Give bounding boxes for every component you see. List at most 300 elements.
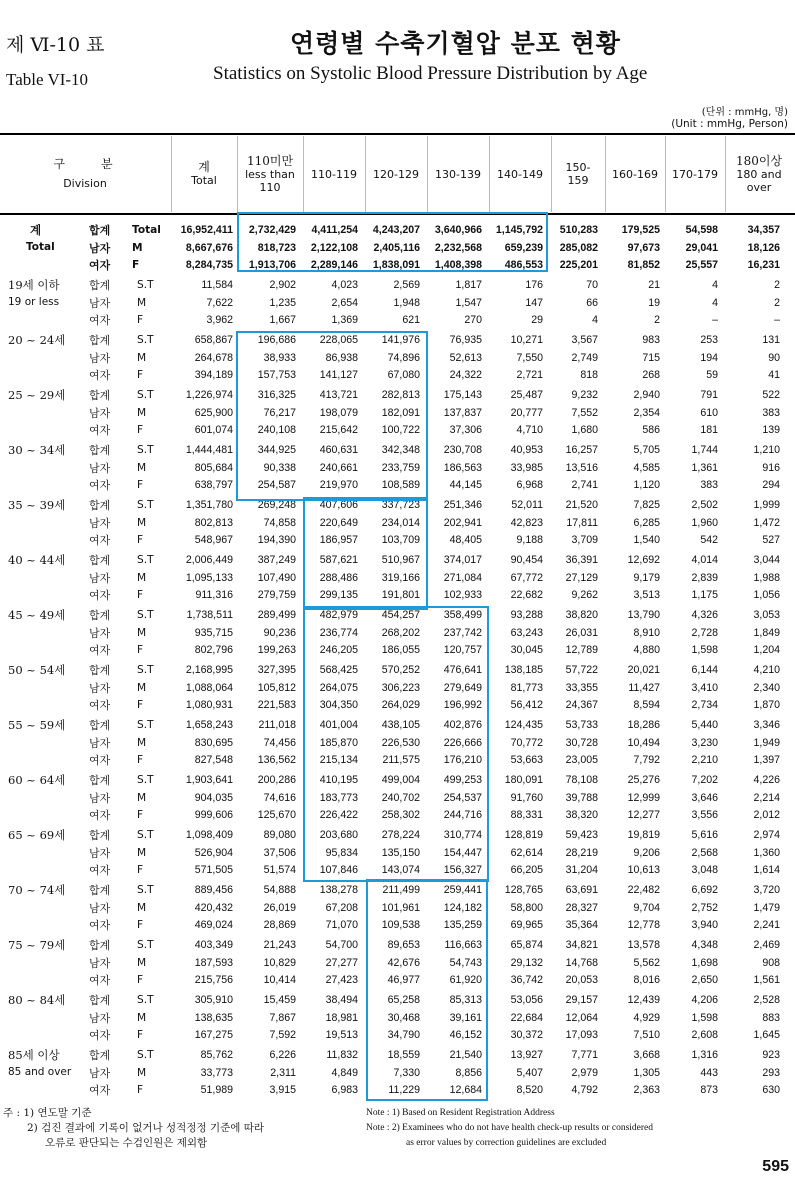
note-ko-2: 2) 검진 결과에 기록이 없거나 성적정정 기준에 따라 [27, 1122, 264, 1134]
sex-label: 여자 [89, 644, 111, 657]
cell-value: 34,357 [747, 224, 780, 236]
sex-label: 여자 [89, 589, 111, 602]
cell-value: 54,743 [449, 956, 482, 969]
cell-value: 3,230 [691, 736, 718, 749]
cell-value: 21 [648, 279, 660, 291]
sex-code: M [137, 516, 147, 529]
age-label-en: 85 and over [8, 1066, 72, 1078]
age-label-ko: 55 ~ 59세 [8, 718, 66, 732]
col-180-over [726, 133, 792, 215]
cell-value: 271,084 [443, 571, 482, 584]
sex-code: S.T [137, 499, 154, 511]
cell-value: 358,499 [443, 609, 482, 621]
sex-label: 남자 [89, 571, 111, 585]
sex-code: M [137, 406, 147, 419]
cell-value: 135,150 [381, 846, 420, 859]
age-label-ko: 85세 이상 [8, 1048, 60, 1062]
cell-value: 27,277 [325, 956, 358, 969]
cell-value: 304,350 [319, 699, 358, 711]
cell-value: 1,210 [753, 444, 780, 456]
cell-value: 1,056 [753, 589, 780, 601]
sex-code: F [132, 259, 140, 271]
cell-value: 327,395 [257, 664, 296, 676]
cell-value: 2 [654, 314, 660, 326]
cell-value: 74,896 [387, 351, 420, 364]
cell-value: 410,195 [319, 774, 358, 786]
sex-code: M [137, 571, 147, 584]
cell-value: 136,562 [257, 754, 296, 766]
cell-value: 630 [762, 1084, 780, 1096]
sex-label: 남자 [89, 296, 111, 310]
cell-total: 264,678 [194, 351, 233, 364]
age-label-ko: 30 ~ 34세 [8, 443, 66, 457]
cell-value: 1,316 [691, 1049, 718, 1061]
cell-value: 1,838,091 [372, 259, 420, 271]
cell-value: 53,733 [565, 719, 598, 731]
col-140-149 [490, 133, 550, 215]
cell-value: 175,143 [443, 389, 482, 401]
cell-value: 70 [586, 279, 598, 291]
age-label-ko: 계 [30, 223, 42, 237]
cell-value: 1,235 [269, 296, 296, 309]
cell-value: – [774, 314, 780, 326]
cell-value: 482,979 [319, 609, 358, 621]
cell-value: 1,479 [753, 901, 780, 914]
cell-value: 510,283 [559, 224, 598, 236]
cell-value: 78,108 [565, 774, 598, 786]
cell-value: 7,771 [571, 1049, 598, 1061]
cell-value: 20,777 [510, 406, 543, 419]
cell-value: 141,976 [381, 334, 420, 346]
cell-total: 1,226,974 [185, 389, 233, 401]
cell-value: 6,968 [516, 479, 543, 491]
cell-value: 279,759 [257, 589, 296, 601]
cell-value: 234,014 [381, 516, 420, 529]
cell-value: 7,825 [633, 499, 660, 511]
cell-value: 3,048 [691, 864, 718, 876]
cell-value: 254,587 [257, 479, 296, 491]
cell-value: 185,870 [319, 736, 358, 749]
cell-value: 53,663 [510, 754, 543, 766]
note-ko-1: 주 : 1) 연도말 기준 [3, 1107, 92, 1119]
cell-value: 6,226 [269, 1049, 296, 1061]
cell-value: 135,259 [443, 919, 482, 931]
cell-total: 2,006,449 [185, 554, 233, 566]
cell-value: 5,407 [516, 1066, 543, 1079]
cell-value: 6,983 [331, 1084, 358, 1096]
cell-value: 344,925 [257, 444, 296, 456]
cell-value: 125,670 [257, 809, 296, 821]
cell-value: 19 [648, 296, 660, 309]
cell-value: 1,645 [753, 1029, 780, 1041]
cell-total: 2,168,995 [185, 664, 233, 676]
cell-total: 638,797 [194, 479, 233, 491]
cell-value: 128,765 [504, 884, 543, 896]
sex-label: 여자 [89, 369, 111, 382]
sex-label: 남자 [89, 736, 111, 750]
cell-total: 548,967 [194, 534, 233, 546]
sex-code: F [137, 699, 144, 711]
cell-value: 102,933 [443, 589, 482, 601]
cell-value: 81,773 [510, 681, 543, 694]
col-120-129-label: 120-129 [373, 167, 419, 181]
cell-value: 268 [642, 369, 660, 381]
cell-value: 2,728 [691, 626, 718, 639]
col-170-179-label: 170-179 [672, 167, 718, 181]
cell-value: 7,330 [393, 1066, 420, 1079]
cell-value: 13,578 [627, 939, 660, 951]
cell-value: 285,082 [559, 241, 598, 254]
cell-total: 394,189 [194, 369, 233, 381]
cell-value: 191,801 [381, 589, 420, 601]
sex-label: 남자 [89, 241, 111, 255]
cell-value: 30,728 [565, 736, 598, 749]
cell-value: 211,575 [382, 754, 420, 766]
cell-value: 63,691 [565, 884, 598, 896]
sex-label: 여자 [89, 479, 111, 492]
cell-value: 1,369 [331, 314, 358, 326]
sex-label: 여자 [89, 864, 111, 877]
cell-value: 215,134 [319, 754, 358, 766]
cell-value: 13,516 [565, 461, 598, 474]
sex-code: F [137, 369, 144, 381]
cell-value: 2,608 [691, 1029, 718, 1041]
cell-value: 1,948 [393, 296, 420, 309]
cell-value: 7,867 [269, 1011, 296, 1024]
cell-value: 4,849 [331, 1066, 358, 1079]
cell-value: 52,011 [511, 499, 543, 511]
cell-value: 586 [642, 424, 660, 436]
cell-value: 2,469 [753, 939, 780, 951]
cell-value: 120,757 [443, 644, 482, 656]
cell-total: 1,088,064 [185, 681, 233, 694]
cell-total: 8,284,735 [185, 259, 233, 271]
col-160-169-label: 160-169 [612, 167, 658, 181]
col-110-119-label: 110-119 [311, 167, 357, 181]
cell-value: 17,811 [566, 516, 598, 529]
cell-value: 137,837 [443, 406, 482, 419]
cell-value: 5,616 [691, 829, 718, 841]
cell-value: 124,435 [504, 719, 543, 731]
table-number-ko: 제 Ⅵ-10 표 [6, 34, 105, 56]
cell-total: 8,667,676 [185, 241, 233, 254]
cell-value: 25,557 [685, 259, 718, 271]
col-division-en: Division [63, 177, 107, 190]
cell-value: 33,985 [510, 461, 543, 474]
cell-value: 3,513 [633, 589, 660, 601]
cell-value: 2,974 [753, 829, 780, 841]
cell-value: 3,915 [269, 1084, 296, 1096]
sex-code: F [137, 589, 144, 601]
cell-value: 6,692 [691, 884, 718, 896]
table-number-en: Table VI-10 [6, 70, 89, 89]
cell-value: 108,589 [381, 479, 420, 491]
cell-value: 228,065 [319, 334, 358, 346]
unit-label-ko: (단위 : mmHg, 명) [701, 107, 788, 118]
cell-value: 34,790 [387, 1029, 420, 1041]
cell-value: 42,823 [510, 516, 543, 529]
col-total-ko: 계 [198, 160, 210, 174]
cell-value: 1,870 [753, 699, 780, 711]
cell-value: 18,981 [325, 1011, 358, 1024]
cell-value: 67,080 [387, 369, 420, 381]
cell-value: 264,075 [319, 681, 358, 694]
cell-value: 3,720 [753, 884, 780, 896]
cell-value: 19,819 [627, 829, 660, 841]
cell-value: 1,614 [753, 864, 780, 876]
cell-value: 278,224 [381, 829, 420, 841]
cell-value: 18,126 [747, 241, 780, 254]
cell-value: 294 [762, 479, 780, 491]
cell-value: 2,732,429 [248, 224, 296, 236]
sex-code: S.T [137, 1049, 154, 1061]
sex-label: 합계 [89, 389, 111, 402]
cell-value: 2,940 [633, 389, 660, 401]
cell-value: 2,650 [691, 974, 718, 986]
cell-value: 476,641 [443, 664, 482, 676]
sex-code: F [137, 424, 144, 436]
cell-value: 38,320 [565, 809, 598, 821]
cell-total: 469,024 [194, 919, 233, 931]
cell-value: 30,468 [387, 1011, 420, 1024]
cell-value: 342,348 [381, 444, 420, 456]
cell-value: 215,642 [319, 424, 358, 436]
cell-value: 2,232,568 [434, 241, 482, 254]
cell-value: 199,263 [257, 644, 296, 656]
cell-value: 7,510 [633, 1029, 660, 1041]
cell-value: 176,210 [443, 754, 482, 766]
cell-value: 66,205 [510, 864, 543, 876]
cell-value: 621 [402, 314, 420, 326]
sex-label: 합계 [89, 719, 111, 732]
cell-value: 36,742 [510, 974, 543, 986]
cell-value: 69,965 [510, 919, 543, 931]
cell-value: 22,682 [510, 589, 543, 601]
sex-label: 합계 [89, 444, 111, 457]
cell-total: 1,098,409 [185, 829, 233, 841]
age-label-en: 19 or less [8, 296, 60, 308]
sex-label: 합계 [89, 279, 111, 292]
cell-value: 2,569 [393, 279, 420, 291]
age-label-ko: 40 ~ 44세 [8, 553, 66, 567]
sex-label: 여자 [89, 424, 111, 437]
cell-value: 35,364 [565, 919, 598, 931]
sex-label: 합계 [89, 884, 111, 897]
cell-total: 85,762 [200, 1049, 233, 1061]
cell-value: 282,813 [381, 389, 420, 401]
cell-value: 983 [642, 334, 660, 346]
col-lt110-ko: 110미만 [246, 153, 294, 168]
cell-value: 24,322 [449, 369, 482, 381]
cell-value: 7,552 [571, 406, 598, 419]
cell-value: 24,367 [565, 699, 598, 711]
cell-value: 253 [700, 334, 718, 346]
cell-value: 124,182 [443, 901, 482, 914]
sex-code: M [137, 461, 147, 474]
cell-value: 194,390 [257, 534, 296, 546]
sex-code: F [137, 479, 144, 491]
cell-value: 818 [580, 369, 598, 381]
cell-value: 1,598 [691, 1011, 718, 1024]
cell-value: 62,614 [510, 846, 543, 859]
cell-value: 2 [774, 279, 780, 291]
age-label-ko: 60 ~ 64세 [8, 773, 66, 787]
cell-value: 28,327 [565, 901, 598, 914]
cell-value: 2,012 [753, 809, 780, 821]
cell-total: 830,695 [194, 736, 233, 749]
cell-value: 186,055 [381, 644, 420, 656]
cell-total: 3,962 [206, 314, 233, 326]
cell-value: 226,422 [319, 809, 358, 821]
cell-value: 12,277 [627, 809, 660, 821]
cell-value: 4,411,254 [311, 224, 358, 236]
cell-value: 587,621 [319, 554, 358, 566]
cell-value: 103,709 [381, 534, 420, 546]
cell-value: 90 [768, 351, 780, 364]
cell-value: 53,056 [510, 994, 543, 1006]
cell-value: 3,410 [691, 681, 718, 694]
cell-value: 13,927 [510, 1049, 543, 1061]
col-120-129 [366, 133, 426, 215]
note-en-2: Note : 2) Examinees who do not have health check-up results or considered [366, 1123, 654, 1133]
cell-value: 2,721 [516, 369, 543, 381]
cell-total: 33,773 [200, 1066, 233, 1079]
cell-value: 2,902 [269, 279, 296, 291]
cell-value: 76,217 [263, 406, 296, 419]
cell-value: 2,311 [270, 1066, 296, 1079]
cell-value: 67,772 [510, 571, 543, 584]
cell-value: 1,540 [633, 534, 660, 546]
cell-value: 3,709 [571, 534, 598, 546]
cell-value: 40,953 [510, 444, 543, 456]
sex-label: 남자 [89, 1066, 111, 1080]
age-label-en: Total [26, 241, 55, 253]
sex-label: 여자 [89, 1029, 111, 1042]
sex-label: 여자 [89, 314, 111, 327]
cell-value: 61,920 [449, 974, 482, 986]
cell-total: 935,715 [194, 626, 233, 639]
cell-value: 8,910 [633, 626, 660, 639]
cell-value: 402,876 [443, 719, 482, 731]
cell-value: 13,790 [627, 609, 660, 621]
sex-code: M [137, 846, 147, 859]
sex-code: S.T [137, 279, 154, 291]
cell-total: 889,456 [194, 884, 233, 896]
sex-label: 합계 [89, 1049, 111, 1062]
cell-total: 1,738,511 [186, 609, 233, 621]
cell-value: 237,742 [443, 626, 482, 639]
cell-value: 2,502 [691, 499, 718, 511]
cell-value: 1,913,706 [248, 259, 296, 271]
cell-value: 9,188 [516, 534, 543, 546]
cell-value: 12,064 [565, 1011, 598, 1024]
cell-value: 923 [762, 1049, 780, 1061]
sex-label: 남자 [89, 791, 111, 805]
cell-value: 268,202 [381, 626, 420, 639]
age-label-ko: 80 ~ 84세 [8, 993, 66, 1007]
cell-total: 658,867 [194, 334, 233, 346]
cell-value: 454,257 [381, 609, 420, 621]
sex-code: S.T [137, 774, 154, 786]
sex-code: F [137, 534, 144, 546]
cell-total: 625,900 [194, 406, 233, 419]
cell-value: 225,201 [559, 259, 598, 271]
cell-value: 7,592 [269, 1029, 296, 1041]
cell-value: 270 [464, 314, 482, 326]
cell-value: 1,949 [753, 736, 780, 749]
cell-value: 20,053 [565, 974, 598, 986]
cell-value: 407,606 [319, 499, 358, 511]
cell-value: 42,676 [387, 956, 420, 969]
cell-value: 57,722 [565, 664, 598, 676]
cell-value: 2,405,116 [373, 241, 420, 254]
cell-value: 186,957 [319, 534, 358, 546]
cell-value: 1,397 [753, 754, 780, 766]
cell-total: 138,635 [194, 1011, 233, 1024]
cell-value: 4,243,207 [372, 224, 420, 236]
cell-value: 8,594 [633, 699, 660, 711]
cell-value: 37,506 [263, 846, 296, 859]
cell-value: 1,361 [691, 461, 718, 474]
cell-value: 337,723 [381, 499, 420, 511]
cell-value: 21,520 [565, 499, 598, 511]
cell-value: 7,202 [691, 774, 718, 786]
cell-total: 904,035 [194, 791, 233, 804]
cell-value: 198,079 [319, 406, 358, 419]
cell-value: 11,832 [326, 1049, 358, 1061]
age-label-ko: 25 ~ 29세 [8, 388, 66, 402]
sex-code: M [137, 681, 147, 694]
col-150-159-label: 150-159 [565, 161, 591, 187]
cell-value: 5,440 [691, 719, 718, 731]
cell-value: 179,525 [621, 224, 660, 236]
cell-value: 27,423 [325, 974, 358, 986]
cell-total: 1,080,931 [185, 699, 233, 711]
col-180-over-ko: 180이상 [735, 153, 783, 168]
cell-value: 183,773 [319, 791, 358, 804]
age-label-ko: 20 ~ 24세 [8, 333, 66, 347]
cell-value: 8,016 [633, 974, 660, 986]
cell-value: 279,649 [443, 681, 482, 694]
cell-value: 916 [762, 461, 780, 474]
cell-value: 1,817 [455, 279, 482, 291]
cell-value: 22,482 [627, 884, 660, 896]
sex-code: M [137, 626, 147, 639]
cell-value: 4,210 [753, 664, 780, 676]
col-160-169 [606, 133, 664, 215]
cell-value: 219,970 [319, 479, 358, 491]
sex-code: S.T [137, 444, 154, 456]
cell-value: 220,649 [319, 516, 358, 529]
cell-value: 306,223 [381, 681, 420, 694]
cell-value: 264,029 [381, 699, 420, 711]
col-total [172, 133, 236, 215]
sex-label: 합계 [89, 609, 111, 622]
cell-total: 420,432 [194, 901, 233, 914]
age-group [0, 277, 795, 332]
cell-total: 802,813 [194, 516, 233, 529]
col-division [0, 133, 170, 215]
cell-value: 610 [700, 406, 718, 419]
cell-value: 90,454 [510, 554, 543, 566]
cell-value: 139 [762, 424, 780, 436]
cell-value: 9,232 [571, 389, 598, 401]
cell-value: 12,789 [565, 644, 598, 656]
cell-value: 310,774 [443, 829, 482, 841]
cell-value: 1,472 [753, 516, 780, 529]
cell-value: 383 [762, 406, 780, 419]
cell-total: 1,095,133 [185, 571, 233, 584]
